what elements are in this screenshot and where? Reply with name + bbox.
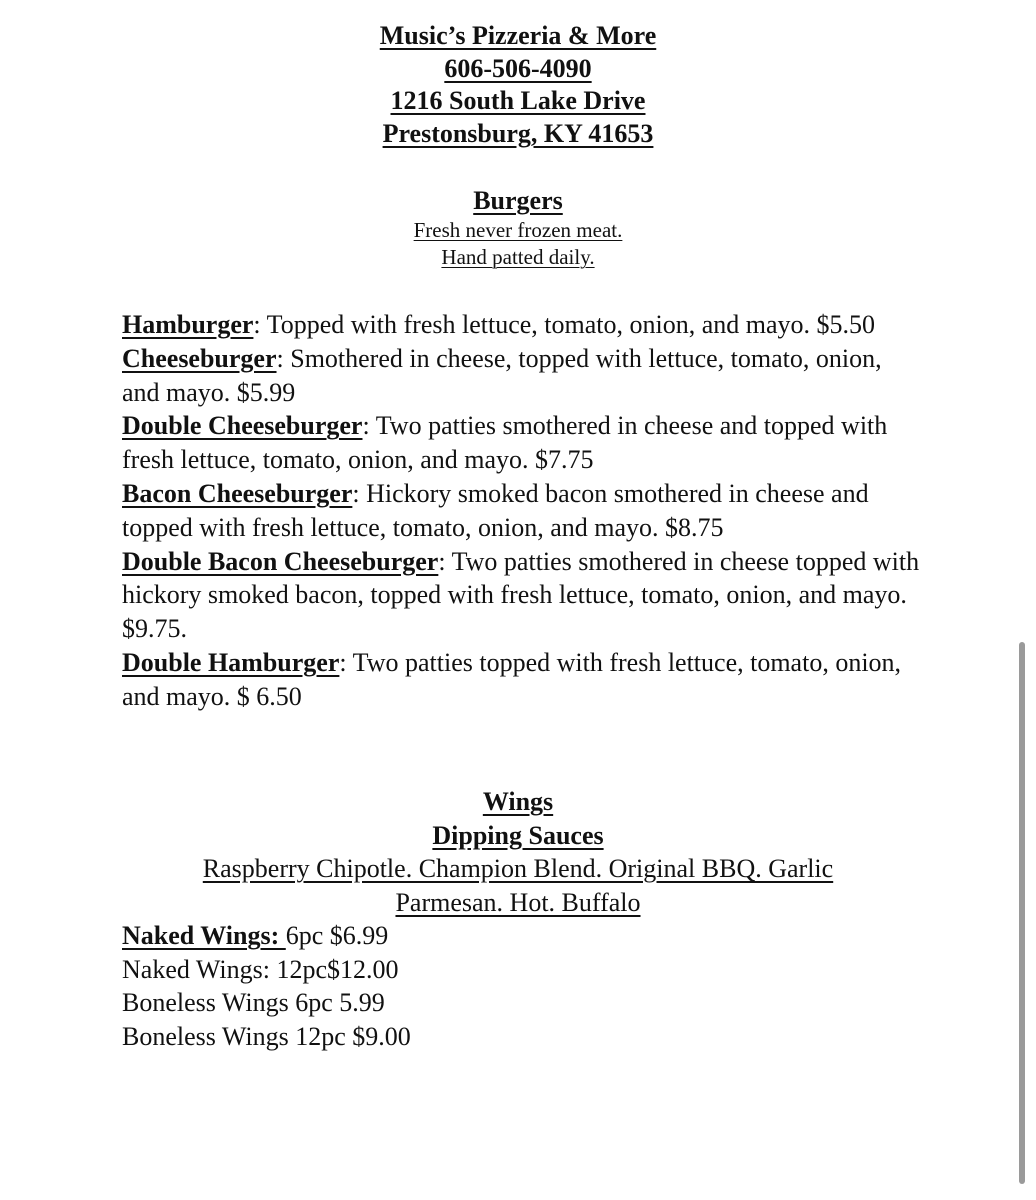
dipping-sauces-title: Dipping Sauces [432,820,604,850]
wings-section-header [0,785,1036,919]
menu-item-description: : Hickory smoked bacon smothered in cheese and topped with fresh lettuce, tomato, onion, and mayo. $8.75 [122,478,869,542]
menu-item [122,477,922,545]
menu-item [122,646,922,714]
menu-item-name: Double Cheeseburger [122,411,363,441]
wing-item [122,986,822,1020]
burger-list [122,308,922,714]
wing-item-text: Naked Wings: 12pc$12.00 [122,954,399,984]
menu-item [122,545,922,646]
burgers-title: Burgers [473,186,563,215]
phone-number: 606-506-4090 [444,53,592,83]
menu-item-description: : Smothered in cheese, topped with lettuce, tomato, onion, and mayo. $5.99 [122,343,882,407]
menu-item [122,308,922,342]
wing-item [122,953,822,987]
menu-item-name: Cheeseburger [122,343,277,373]
wing-item-text: Boneless Wings 12pc $9.00 [122,1021,411,1051]
menu-item-description: : Two patties topped with fresh lettuce, tomato, onion, and mayo. $ 6.50 [122,647,902,711]
menu-item-description: : Two patties smothered in cheese topped with hickory smoked bacon, topped with fresh lettuce, tomato, onion, and mayo. $9.75. [122,546,920,644]
business-name: Music’s Pizzeria & More [379,21,657,50]
city-state-zip: Prestonsburg, KY 41653 [382,118,654,148]
wing-item [122,1020,822,1054]
vertical-scrollbar[interactable] [1019,642,1025,1184]
wing-item-text: Boneless Wings 6pc 5.99 [122,988,385,1017]
sauce-list-line-1: Raspberry Chipotle. Champion Blend. Original BBQ. Garlic [202,854,834,883]
menu-item-name: Double Hamburger [122,647,340,677]
menu-item [122,342,922,410]
wings-title: Wings [482,787,554,816]
menu-item-description: : Topped with fresh lettuce, tomato, onion, and mayo. $5.50 [253,310,876,339]
menu-item-description: : Two patties smothered in cheese and topped with fresh lettuce, tomato, onion, and mayo. $7.75 [122,411,888,475]
burgers-section-header [0,185,1036,271]
wing-item [122,919,822,953]
street-address: 1216 South Lake Drive [390,86,646,115]
menu-item-name: Bacon Cheeseburger [122,478,353,508]
wing-item-text: 6pc $6.99 [285,921,389,950]
menu-item-name: Double Bacon Cheeseburger [122,546,439,576]
restaurant-header [0,20,1036,150]
burgers-tagline-1: Fresh never frozen meat. [413,218,623,242]
burgers-tagline-2: Hand patted daily. [441,245,595,269]
menu-item [122,409,922,477]
wing-list [122,919,822,1053]
sauce-list-line-2: Parmesan. Hot. Buffalo [395,887,641,917]
wing-item-label: Naked Wings: [122,921,286,950]
menu-item-name: Hamburger [122,310,254,339]
